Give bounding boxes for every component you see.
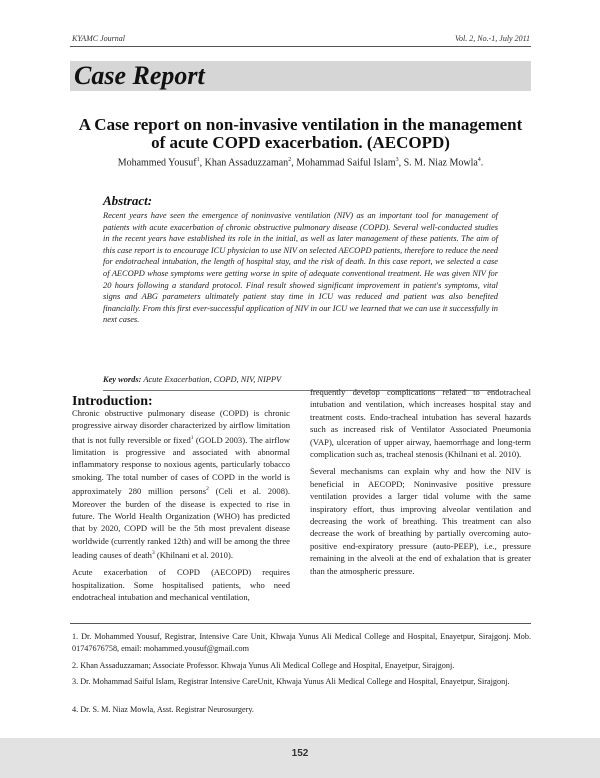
citation-1: 1 — [190, 434, 194, 441]
header-divider — [70, 46, 531, 47]
intro-p1-part-c: (Celi et al. 2008). Moreover the burden of the disease is expected to rise in future. The World Health Organization (WHO) has predicted that by 2020, COPD will be the 5th most prevalent disease worldwide (currently ranked 12th) and will be among the three leading causes of death — [72, 486, 291, 561]
intro-p1-part-a: Chronic obstructive pulmonary disease (COPD) is chronic progressive airway disorder characterized by airflow limitation that is not fully reversible or fixed — [72, 408, 290, 445]
intro-paragraph-1 — [72, 407, 290, 561]
author-1-affil: 1 — [196, 157, 200, 163]
intro-paragraph-2: Acute exacerbation of COPD (AECOPD) requires hospitalization. Some hospitalised patients, who need endotracheal intubation and mechanical ventilation, — [72, 567, 290, 603]
abstract-text: Recent years have seen the emergence of noninvasive ventilation (NIV) as an important tool for management of patients with acute exacerbation of chronic obstructive pulmonary disease (COPD). Several well-conducted studies in the recent years have established its role in the initial, as well as later management of these patients. The aim of this case report is to encourage ICU physician to use NIV on selected AECOPD patients, therefore to reduce the need for endotracheal intubation, the length of hospital stay, and the risk of death. In this case report, we selected a case of AECOPD whose symptoms were getting worse in spite of adequate conventional treatment. He was given NIV for 20 hours following a standard protocol. Final result showed significant improvement in patient's symptoms, vital signs and ABG parameters ultimately patient stay time in ICU was reduced and patient was also benefited financially. From this first ever-successful application of NIV in our ICU we learned that we can use it successfully in next cases. — [103, 211, 498, 325]
author-3: , Mohammad Saiful Islam — [291, 157, 396, 169]
page-number: 152 — [291, 748, 309, 759]
section-band — [70, 61, 531, 91]
author-1: Mohammed Yousuf — [117, 157, 197, 169]
section-label: Case Report — [74, 61, 205, 90]
citation-2: 2 — [206, 486, 209, 493]
intro-paragraph-4: Several mechanisms can explain why and how the NIV is beneficial in AECOPD; Noninvasive positive pressure ventilation provides a larger tidal volume with the same inspiratory effort, thus improving alveolar ventilation and decreasing the work of breathing. This treatment can also decrease the work of breathing by partially overcoming auto-positive end-expiratory pressure (auto-PEEP), i.e., pressure remaining in the alveoli at the end of exhalation that is greater than the atmospheric pressure. — [310, 466, 531, 576]
author-2-affil: 2 — [288, 157, 292, 163]
footnote-4: 4. Dr. S. M. Niaz Mowla, Asst. Registrar Neurosurgery. — [72, 705, 254, 714]
volume-info: Vol. 2, No.-1, July 2011 — [455, 34, 530, 43]
abstract-heading: Abstract: — [103, 193, 153, 208]
footnote-2: 2. Khan Assaduzzaman; Associate Professor. Khwaja Yunus Ali Medical College and Hospital, Enayetpur, Sirajgonj. — [72, 661, 455, 670]
author-4-affil: 4 — [477, 157, 481, 163]
article-title: A Case report on non-invasive ventilation in the management of acute COPD exacerbation. (AECOPD) — [78, 115, 523, 152]
keywords — [103, 375, 498, 384]
left-column — [72, 407, 290, 609]
keywords-label: Key words: — [103, 375, 142, 384]
author-2: , Khan Assaduzzaman — [199, 157, 289, 169]
keywords-list: Acute Exacerbation, COPD, NIV, NIPPV — [141, 375, 282, 384]
journal-name: KYAMC Journal — [72, 34, 125, 43]
author-line-end: . — [480, 157, 484, 169]
intro-p1-part-d: (Khilnani et al. 2010). — [154, 550, 233, 561]
footnote-3: 3. Dr. Mohammad Saiful Islam, Registrar Intensive CareUnit, Khwaja Yunus Ali Medical College and Hospital, Enayetpur, Sirajgonj. — [72, 677, 510, 686]
right-column — [310, 386, 531, 582]
author-3-affil: 3 — [395, 157, 399, 163]
citation-3: 3 — [151, 550, 155, 557]
footnote-1: 1. Dr. Mohammed Yousuf, Registrar, Intensive Care Unit, Khwaja Yunus Ali Medical College and Hospital, Enayetpur, Sirajgonj. Mob. 01747676758, email: mohammed.yousuf@gmail.com — [72, 632, 531, 653]
author-4: , S. M. Niaz Mowla — [398, 157, 478, 169]
intro-p1-part-b: (GOLD 2003). The airflow limitation is progressive and associated with abnormal inflammatory response to noxious agents, particularly tobacco smoking. The total number of cases of COPD in the world is approximately 280 million persons — [72, 434, 291, 497]
footnote-divider — [70, 623, 531, 624]
author-line — [70, 157, 531, 168]
introduction-heading: Introduction: — [72, 394, 153, 409]
intro-paragraph-3: frequently develop complications related to endotracheal intubation and ventilation, which increases hospital stay and treatment costs. Endo-tracheal intubation has several hazards such as increased risk of Ventilator Associated Pneumonia (VAP), ulceration of upper airway, haemorrhage and long-term complication such as, tracheal stenosis (Khilnani et al. 2010). — [310, 387, 531, 460]
